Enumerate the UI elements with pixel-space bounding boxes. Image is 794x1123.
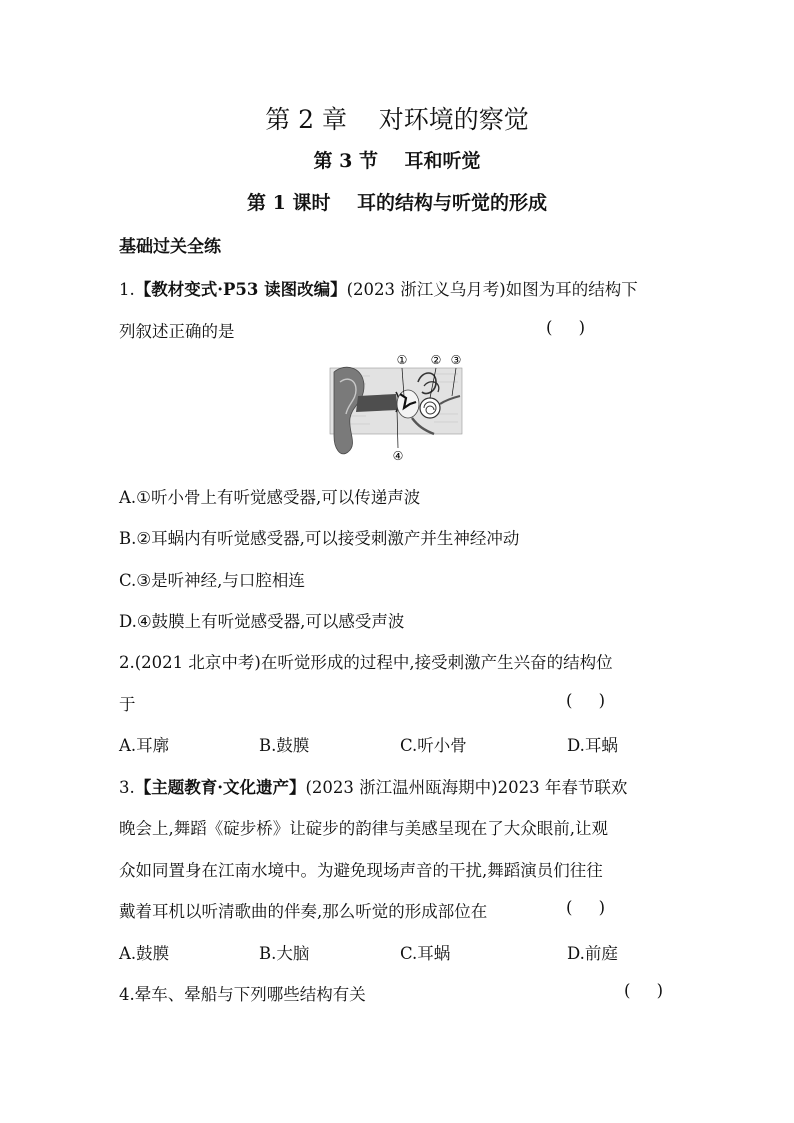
question-2-answer-blank: ( ): [566, 691, 606, 710]
figure-label-3: ③: [450, 353, 462, 367]
question-3-line-2: 晚会上,舞蹈《碇步桥》让碇步的韵律与美感呈现在了大众眼前,让观: [119, 819, 608, 838]
question-1-line-1: [119, 276, 638, 300]
question-3-text-1: (2023 浙江温州瓯海期中)2023 年春节联欢: [305, 778, 628, 797]
question-3-tag: 【主题教育·文化遗产】: [134, 778, 306, 797]
figure-label-2: ②: [430, 353, 442, 367]
question-1-text-1: (2023 浙江义乌月考)如图为耳的结构下: [346, 280, 638, 299]
question-1-option-a: A.①听小骨上有听觉感受器,可以传递声波: [119, 488, 421, 507]
question-2-line-2: 于: [119, 695, 136, 714]
question-3-number: 3.: [119, 778, 135, 797]
exercise-heading: 基础过关全练: [119, 237, 221, 257]
question-1-option-b: B.②耳蜗内有听觉感受器,可以接受刺激产并生神经冲动: [119, 529, 520, 548]
question-1-tag: 【教材变式·P53 读图改编】: [134, 280, 347, 299]
question-1-answer-blank: ( ): [546, 318, 586, 337]
figure-label-1: ①: [396, 353, 408, 367]
question-3-line-4: 戴着耳机以听清歌曲的伴奏,那么听觉的形成部位在: [119, 902, 488, 921]
question-2-line-1: 2.(2021 北京中考)在听觉形成的过程中,接受刺激产生兴奋的结构位: [119, 653, 613, 672]
question-1-option-d: D.④鼓膜上有听觉感受器,可以感受声波: [119, 612, 405, 631]
question-3-line-1: [119, 774, 627, 798]
question-3-option-b: B.大脑: [259, 944, 310, 963]
section-title: 第 3 节 耳和听觉: [313, 150, 481, 172]
question-3-option-d: D.前庭: [567, 944, 618, 963]
lesson-title: 第 1 课时 耳的结构与听觉的形成: [247, 192, 547, 214]
chapter-title: 第 2 章 对环境的察觉: [265, 105, 529, 134]
question-3-option-a: A.鼓膜: [119, 944, 170, 963]
question-1-number: 1.: [119, 280, 135, 299]
question-3-option-c: C.耳蜗: [400, 944, 451, 963]
ear-structure-figure: [326, 352, 466, 464]
question-1-option-c: C.③是听神经,与口腔相连: [119, 571, 305, 590]
question-4-line-1: 4.晕车、晕船与下列哪些结构有关: [119, 985, 366, 1004]
question-1-line-2: 列叙述正确的是: [119, 322, 235, 341]
question-2-option-b: B.鼓膜: [259, 736, 310, 755]
question-4-answer-blank: ( ): [624, 981, 664, 1000]
question-3-answer-blank: ( ): [566, 898, 606, 917]
question-2-option-d: D.耳蜗: [567, 736, 618, 755]
question-2-option-c: C.听小骨: [400, 736, 467, 755]
question-3-line-3: 众如同置身在江南水境中。为避免现场声音的干扰,舞蹈演员们往往: [119, 861, 603, 880]
question-2-option-a: A.耳廓: [119, 736, 170, 755]
figure-label-4: ④: [392, 449, 404, 463]
